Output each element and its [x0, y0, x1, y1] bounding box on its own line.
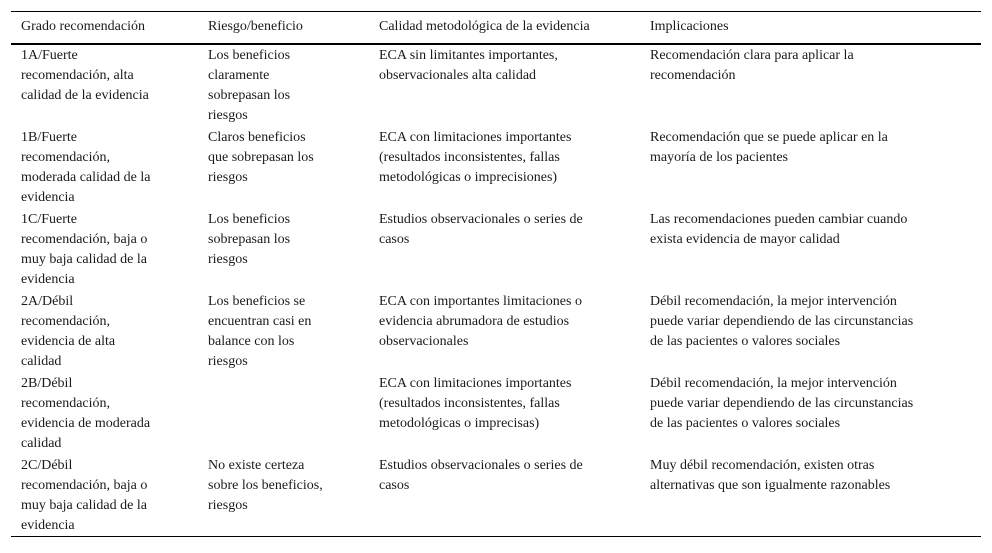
cell-line: evidencia de moderada: [21, 416, 151, 431]
cell-line: evidencia abrumadora de estudios: [379, 314, 570, 329]
cell-line: observacionales: [379, 334, 469, 349]
cell-line: sobrepasan los: [208, 88, 291, 103]
cell-line: Recomendación clara para aplicar la: [650, 48, 854, 63]
cell-methodological-quality: [379, 128, 639, 188]
cell-line: ECA con limitaciones importantes: [379, 130, 572, 145]
cell-line: riesgos: [208, 170, 248, 185]
cell-risk-benefit: [208, 210, 368, 270]
cell-line: recomendación, baja o: [21, 232, 148, 247]
cell-line: exista evidencia de mayor calidad: [650, 232, 840, 247]
cell-grade: [21, 292, 191, 372]
cell-line: evidencia: [21, 272, 75, 287]
cell-line: recomendación,: [21, 150, 111, 165]
cell-methodological-quality: [379, 292, 639, 352]
cell-line: Los beneficios: [208, 212, 291, 227]
cell-line: moderada calidad de la: [21, 170, 151, 185]
table-row: [11, 292, 981, 374]
cell-implications: [650, 456, 970, 496]
header-risk-benefit: Riesgo/beneficio: [208, 19, 303, 34]
cell-line: observacionales alta calidad: [379, 68, 537, 83]
cell-line: puede variar dependiendo de las circunstancias: [650, 396, 914, 411]
cell-line: Muy débil recomendación, existen otras: [650, 458, 875, 473]
cell-line: recomendación,: [21, 314, 111, 329]
cell-grade: [21, 210, 191, 290]
cell-methodological-quality: [379, 46, 639, 86]
cell-line: recomendación, alta: [21, 68, 134, 83]
cell-grade: [21, 46, 191, 106]
table-header: [11, 12, 981, 45]
cell-line: evidencia: [21, 190, 75, 205]
cell-risk-benefit: [208, 46, 368, 126]
cell-line: encuentran casi en: [208, 314, 312, 329]
cell-line: ECA con limitaciones importantes: [379, 376, 572, 391]
cell-line: Los beneficios: [208, 48, 291, 63]
cell-line: (resultados inconsistentes, fallas: [379, 150, 560, 165]
cell-implications: [650, 292, 970, 352]
cell-line: Débil recomendación, la mejor intervención: [650, 294, 897, 309]
cell-line: Estudios observacionales o series de: [379, 458, 583, 473]
table-row: [11, 210, 981, 292]
cell-line: casos: [379, 478, 410, 493]
cell-line: Estudios observacionales o series de: [379, 212, 583, 227]
cell-implications: [650, 46, 970, 86]
cell-line: metodológicas o imprecisiones): [379, 170, 558, 185]
cell-line: calidad de la evidencia: [21, 88, 149, 103]
cell-line: evidencia de alta: [21, 334, 116, 349]
cell-line: recomendación, baja o: [21, 478, 148, 493]
header-grade: Grado recomendación: [21, 19, 145, 34]
cell-risk-benefit: [208, 128, 368, 188]
cell-line: riesgos: [208, 498, 248, 513]
cell-line: riesgos: [208, 108, 248, 123]
cell-line: de las pacientes o valores sociales: [650, 416, 841, 431]
cell-line: alternativas que son igualmente razonables: [650, 478, 891, 493]
table-row: [11, 374, 981, 456]
cell-risk-benefit: [208, 456, 368, 516]
header-implications: Implicaciones: [650, 19, 729, 34]
cell-line: 2B/Débil: [21, 376, 73, 391]
cell-line: muy baja calidad de la: [21, 252, 147, 267]
table-body: [11, 46, 981, 536]
cell-grade: [21, 128, 191, 208]
cell-line: muy baja calidad de la: [21, 498, 147, 513]
cell-implications: [650, 374, 970, 434]
cell-line: 1A/Fuerte: [21, 48, 78, 63]
cell-line: Débil recomendación, la mejor intervención: [650, 376, 897, 391]
cell-line: Claros beneficios: [208, 130, 306, 145]
cell-line: de las pacientes o valores sociales: [650, 334, 841, 349]
cell-line: calidad: [21, 354, 62, 369]
cell-line: calidad: [21, 436, 62, 451]
cell-implications: [650, 210, 970, 250]
cell-implications: [650, 128, 970, 168]
cell-line: 1C/Fuerte: [21, 212, 77, 227]
table-row: [11, 128, 981, 210]
cell-line: riesgos: [208, 252, 248, 267]
cell-line: Los beneficios se: [208, 294, 306, 309]
cell-risk-benefit: [208, 292, 368, 372]
cell-line: que sobrepasan los: [208, 150, 314, 165]
cell-line: sobrepasan los: [208, 232, 291, 247]
cell-line: recomendación,: [21, 396, 111, 411]
cell-line: mayoría de los pacientes: [650, 150, 789, 165]
cell-line: evidencia: [21, 518, 75, 533]
cell-line: 1B/Fuerte: [21, 130, 77, 145]
header-methodological-quality: Calidad metodológica de la evidencia: [379, 19, 590, 34]
cell-line: casos: [379, 232, 410, 247]
cell-line: 2C/Débil: [21, 458, 73, 473]
cell-grade: [21, 456, 191, 536]
cell-methodological-quality: [379, 374, 639, 434]
cell-line: claramente: [208, 68, 270, 83]
cell-grade: [21, 374, 191, 454]
cell-line: (resultados inconsistentes, fallas: [379, 396, 560, 411]
cell-line: 2A/Débil: [21, 294, 74, 309]
cell-line: balance con los: [208, 334, 295, 349]
cell-methodological-quality: [379, 210, 639, 250]
cell-line: ECA sin limitantes importantes,: [379, 48, 558, 63]
table-row: [11, 456, 981, 536]
cell-line: puede variar dependiendo de las circunstancias: [650, 314, 914, 329]
cell-line: riesgos: [208, 354, 248, 369]
table-row: [11, 46, 981, 128]
cell-line: recomendación: [650, 68, 736, 83]
cell-line: ECA con importantes limitaciones o: [379, 294, 582, 309]
cell-methodological-quality: [379, 456, 639, 496]
cell-line: No existe certeza: [208, 458, 305, 473]
recommendation-table: [11, 11, 981, 537]
cell-line: Las recomendaciones pueden cambiar cuando: [650, 212, 908, 227]
cell-line: sobre los beneficios,: [208, 478, 323, 493]
cell-line: Recomendación que se puede aplicar en la: [650, 130, 888, 145]
cell-line: metodológicas o imprecisas): [379, 416, 540, 431]
